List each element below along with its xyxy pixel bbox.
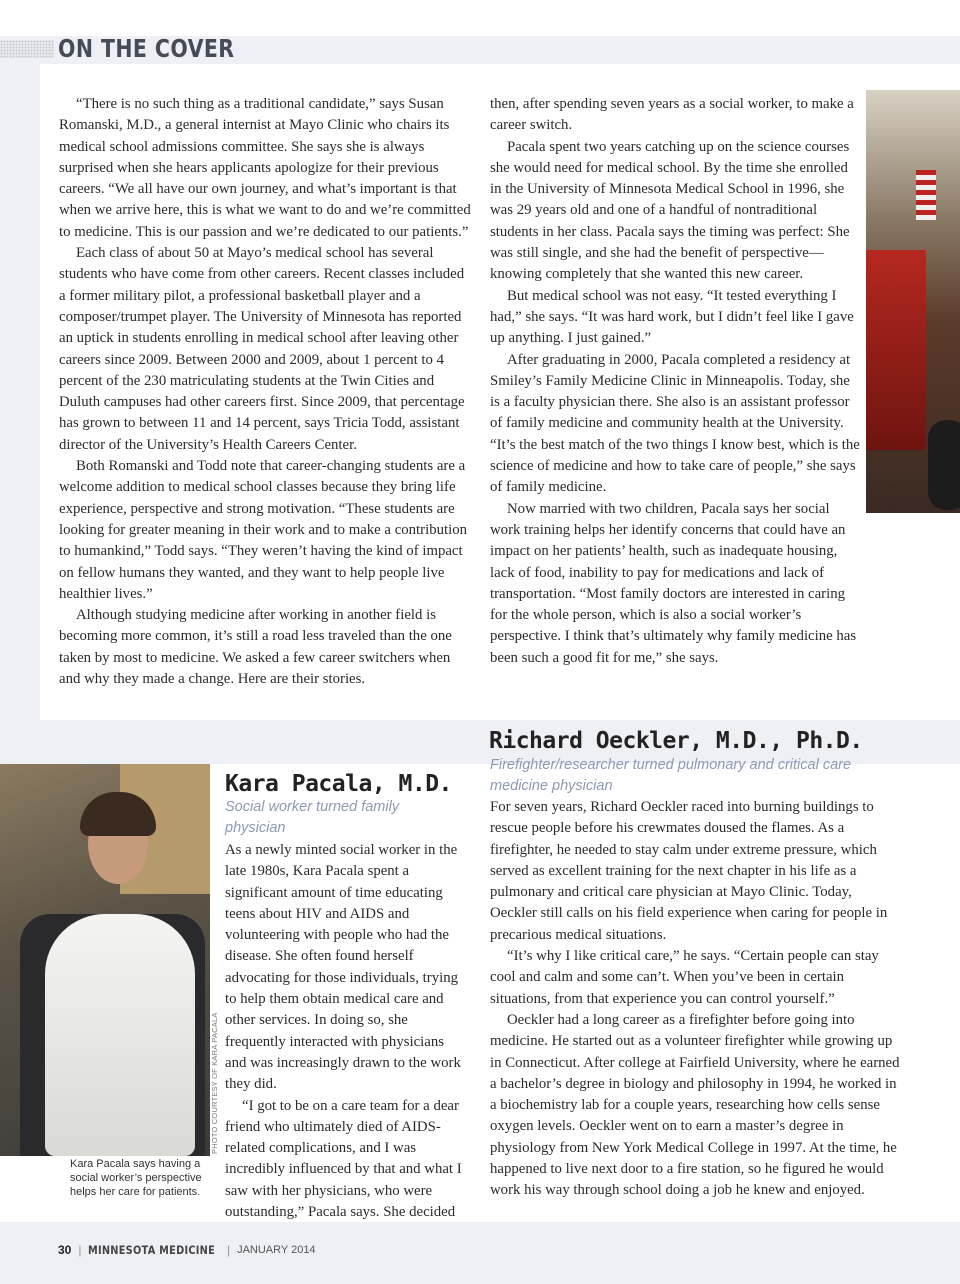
paragraph: Pacala spent two years catching up on the science courses she would need for medical school. By the time she enrolled in the University of Minnesota Medical School in 1996, she was 29 years old and one of a handful of nontraditional students in her class. Pacala says the timing was perfect: She was still single, and she had the benefit of perspective—knowing completely that she wanted this new career. (490, 138, 850, 283)
footer-divider: | (226, 1243, 231, 1257)
fire-truck-image (866, 250, 926, 450)
page-footer (58, 1242, 316, 1258)
footer-divider: | (78, 1243, 82, 1257)
paragraph: Each class of about 50 at Mayo’s medical school has several students who have come from other careers. Recent classes included a former military pilot, a professional basketball player and a composer/trumpet player. The University of Minnesota has reported an uptick in students enrolling in medical school after leaving other careers since 2009. Between 2000 and 2009, about 1 percent to 4 percent of the 230 matriculating students at the Twin Cities and Duluth campuses had other careers first. Since 2009, that percentage has grown to between 11 and 14 percent, says Tricia Todd, assistant director of the University’s Health Careers Center. (59, 245, 465, 453)
left-column (59, 94, 471, 690)
paragraph: “It’s why I like critical care,” he says. “Certain people can stay cool and calm and some can’t. When you’ve been in certain situations, from that experience you can control yourself.” (490, 948, 879, 1007)
kara-photo (0, 764, 210, 1156)
richard-subtitle: Firefighter/researcher turned pulmonary and critical care medicine physician (490, 757, 852, 795)
white-coat-image (45, 914, 195, 1156)
paragraph: Although studying medicine after working in another field is becoming more common, it’s still a road less traveled than the one taken by most to medicine. We asked a few career switchers when and why they made a change. Here are their stories. (59, 607, 452, 688)
truck-wheel-image (928, 420, 960, 510)
paragraph: Both Romanski and Todd note that career-changing students are a welcome addition to medical school classes because they bring life experience, perspective and strong motivation. “These students are looking for greater meaning in their work and to make a contribution to humankind,” Todd says. “They weren’t having the kind of impact on fellow humans they wanted, and they want to help people live healthier lives.” (59, 458, 468, 602)
section-label: ON THE COVER (58, 34, 235, 63)
paragraph: Now married with two children, Pacala says her social work training helps her identify concerns that could have an impact on her patients’ health, such as inadequate housing, lack of food, inability to pay for medications and lack of transportation. “Most family doctors are interested in caring for the whole person, which is also a social worker’s perspective. I think that’s ultimately why family medicine has been such a good fit for me,” she says. (490, 500, 857, 666)
kara-name-heading: Kara Pacala, M.D. (225, 771, 452, 797)
paragraph: For seven years, Richard Oeckler raced into burning buildings to rescue people before his crewmates doused the flames. As a firefighter, he needed to stay calm under extreme pressure, which served as excellent training for the next chapter in his life as a pulmonary and critical care physician at Mayo Clinic. Today, Oeckler still calls on his field experience when caring for people in precarious medical situations. (490, 799, 888, 943)
paragraph: As a newly minted social worker in the late 1980s, Kara Pacala spent a significant amount of time educating teens about HIV and AIDS and volunteering with people who had the disease. She often found herself advocating for those individuals, trying to help them obtain medical care and other services. In doing so, she frequently interacted with physicians and was increasingly drawn to the work they did. (225, 842, 461, 1093)
paragraph: “There is no such thing as a traditional candidate,” says Susan Romanski, M.D., a general internist at Mayo Clinic who chairs its medical school admissions committee. She says she is always surprised when she hears applicants apologize for their previous careers. “We all have our own journey, and what’s important is that when we arrive here, this is what we want to do and we’re committed to medicine. This is our passion and we’re dedicated to our patients.” (59, 96, 471, 240)
paragraph: After graduating in 2000, Pacala completed a residency at Smiley’s Family Medicine Clinic in Minneapolis. Today, she is a faculty physician there. She also is an assistant professor of family medicine and community health at the University. “It’s the best match of the two things I know best, which is the science of medicine and how to take care of people,” she says of family medicine. (490, 351, 860, 496)
paragraph: Oeckler had a long career as a firefighter before going into medicine. He started out as a volunteer firefighter while growing up in Connecticut. After college at Fairfield University, where he earned a bachelor’s degree in biology and philosophy in 1994, he worked in a biochemistry lab for a couple years, researching how cells sense oxygen levels. Oeckler went on to earn a master’s degree in physiology from New York Medical College in 1997. At the time, he happened to live next door to a fire station, so he figured he would work his way through school doing a job he knew and enjoyed. (490, 1011, 900, 1199)
photo-credit: PHOTO COURTESY OF KARA PACALA (210, 1012, 219, 1154)
issue-date: JANUARY 2014 (237, 1244, 316, 1256)
page-number: 30 (58, 1243, 72, 1257)
paragraph: then, after spending seven years as a social worker, to make a career switch. (490, 96, 854, 134)
kara-subtitle: Social worker turned family physician (225, 799, 400, 837)
flag-image (916, 170, 936, 220)
paragraph: But medical school was not easy. “It tested everything I had,” she says. “It was hard work, but I didn’t feel like I gave up anything. I just gained.” (490, 287, 854, 347)
right-column (490, 94, 860, 669)
paragraph: “I got to be on a care team for a dear friend who ultimately died of AIDS-related complications, and I was incredibly influenced by that and what I saw with her physicians, who were outstanding,” Pacala says. She decided (225, 1097, 462, 1221)
photo-caption: Kara Pacala says having a social worker’s perspective helps her care for patients. (70, 1158, 202, 1198)
header-dot-pattern (0, 40, 54, 58)
magazine-name: MINNESOTA MEDICINE (88, 1243, 216, 1257)
left-tint (0, 64, 40, 764)
richard-name-heading: Richard Oeckler, M.D., Ph.D. (489, 728, 863, 754)
kara-body (225, 840, 469, 1223)
richard-body (490, 797, 900, 1202)
firehouse-photo (866, 90, 960, 513)
